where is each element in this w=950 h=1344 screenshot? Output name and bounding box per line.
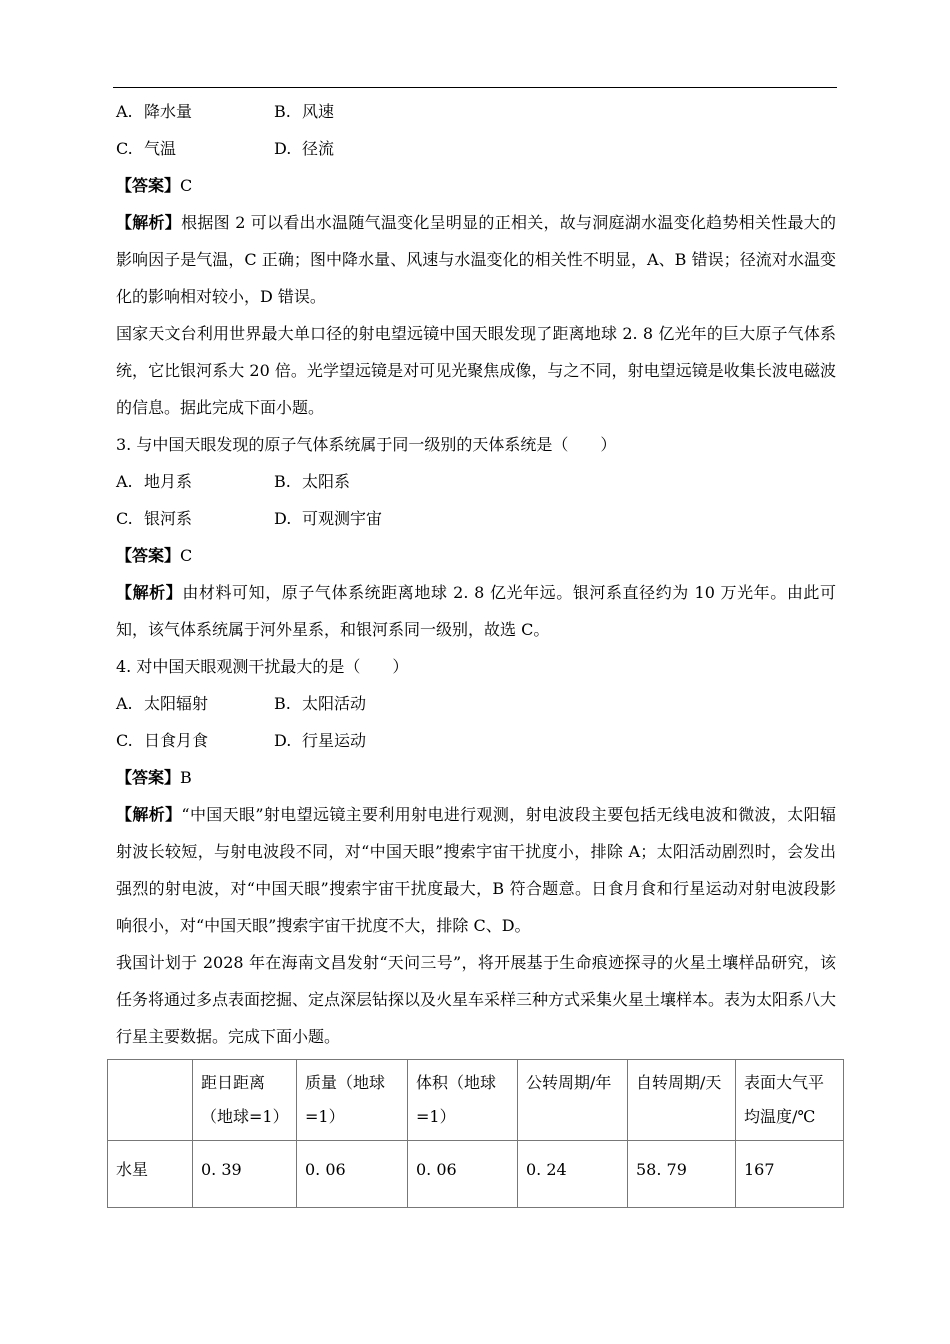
q2-answer: 【答案】C [116,176,193,195]
q2-analysis: 【解析】根据图 2 可以看出水温随气温变化呈明显的正相关，故与洞庭湖水温变化趋势相关性最大的影响因子是气温，C 正确；图中降水量、风速与水温变化的相关性不明显，A、B 错误；径流对水温变化的影响相对较小，D 错误。 [116,213,836,306]
q4-options-row-1 [116,685,836,722]
q3-options-row-1 [116,463,836,500]
table-header-cell: 质量（地球=1） [297,1060,408,1141]
table-cell: 0. 39 [193,1141,297,1208]
table-header-cell: 自转周期/天 [628,1060,736,1141]
q2-option-d: D. 径流 [274,139,335,158]
table-header-cell: 公转周期/年 [518,1060,628,1141]
q4-stem: 4. 对中国天眼观测干扰最大的是（ ） [116,657,409,676]
table-header-cell: 距日距离（地球=1） [193,1060,297,1141]
table-cell: 167 [736,1141,844,1208]
q4-analysis: 【解析】“中国天眼”射电望远镜主要利用射电进行观测，射电波段主要包括无线电波和微波，太阳辐射波长较短，与射电波段不同，对“中国天眼”搜索宇宙干扰度小，排除 A；太阳活动剧烈时，会发出强烈的射电波，对“中国天眼”搜索宇宙干扰度最大，B 符合题意。日食月食和行星运动对射电波段影响很小，对“中国天眼”搜索宇宙干扰度不大，排除 C、D。 [116,805,836,935]
table-cell: 0. 06 [297,1141,408,1208]
q3-answer: 【答案】C [116,546,193,565]
material-1: 国家天文台利用世界最大单口径的射电望远镜中国天眼发现了距离地球 2. 8 亿光年的巨大原子气体系统，它比银河系大 20 倍。光学望远镜是对可见光聚焦成像，与之不同，射电望远镜是收集长波电磁波的信息。据此完成下面小题。 [116,324,836,417]
table-header-row [108,1060,844,1141]
q3-option-b: B. 太阳系 [274,472,351,491]
q4-option-c: C. 日食月食 [116,731,209,750]
table-header-cell: 体积（地球=1） [408,1060,518,1141]
table-cell: 0. 24 [518,1141,628,1208]
q3-option-a: A. 地月系 [116,472,193,491]
table-header-cell: 表面大气平均温度/℃ [736,1060,844,1141]
document-body [116,93,836,1055]
q4-option-b: B. 太阳活动 [274,694,367,713]
q4-answer: 【答案】B [116,768,192,787]
q4-option-a: A. 太阳辐射 [116,694,209,713]
q3-stem: 3. 与中国天眼发现的原子气体系统属于同一级别的天体系统是（ ） [116,435,617,454]
table-cell: 水星 [108,1141,193,1208]
q4-option-d: D. 行星运动 [274,731,367,750]
table-header-cell [108,1060,193,1141]
table-cell: 0. 06 [408,1141,518,1208]
planet-data-table [107,1059,844,1208]
q2-option-c: C. 气温 [116,139,177,158]
q2-options-row-1 [116,93,836,130]
q2-options-row-2 [116,130,836,167]
q3-option-d: D. 可观测宇宙 [274,509,383,528]
q2-option-b: B. 风速 [274,102,335,121]
table-row [108,1141,844,1208]
q4-options-row-2 [116,722,836,759]
q3-option-c: C. 银河系 [116,509,193,528]
material-2: 我国计划于 2028 年在海南文昌发射“天问三号”，将开展基于生命痕迹探寻的火星土壤样品研究，该任务将通过多点表面挖掘、定点深层钻探以及火星车采样三种方式采集火星土壤样本。表为太阳系八大行星主要数据。完成下面小题。 [116,953,837,1046]
q2-option-a: A. 降水量 [116,102,193,121]
q3-analysis: 【解析】由材料可知，原子气体系统距离地球 2. 8 亿光年远。银河系直径约为 10 万光年。由此可知，该气体系统属于河外星系，和银河系同一级别，故选 C。 [116,583,836,639]
header-rule [113,87,837,88]
table-cell: 58. 79 [628,1141,736,1208]
q3-options-row-2 [116,500,836,537]
